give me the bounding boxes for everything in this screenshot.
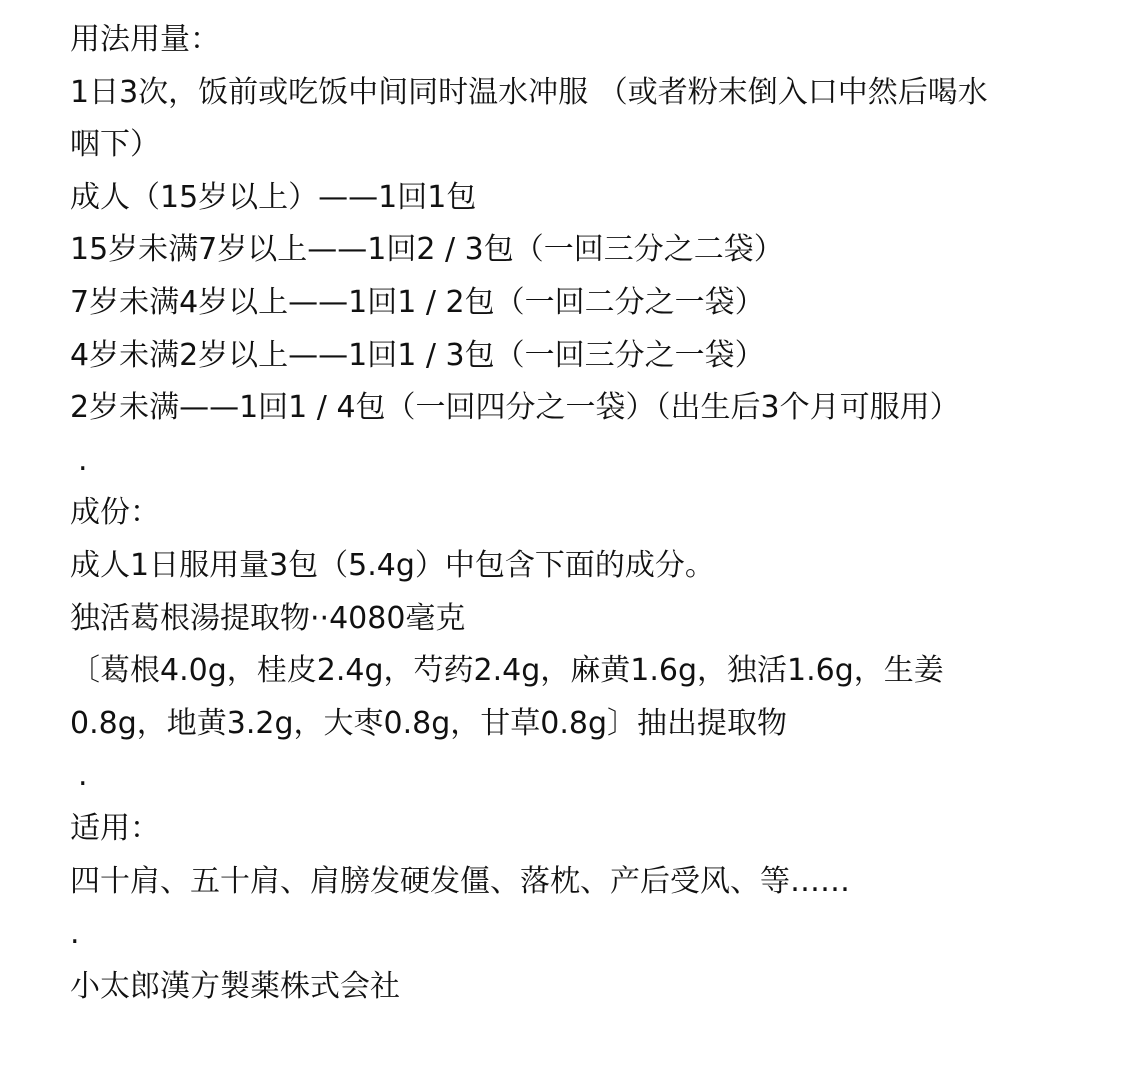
ingredients-line-3: 〔葛根4.0g，桂皮2.4g，芍药2.4g，麻黄1.6g，独活1.6g，生姜 <box>70 653 944 689</box>
usage-2-to-4: 4岁未满2岁以上——1回1 / 3包（一回三分之一袋） <box>70 337 765 373</box>
usage-4-to-7: 7岁未满4岁以上——1回1 / 2包（一回二分之一袋） <box>70 284 765 320</box>
usage-heading: 用法用量： <box>70 22 220 57</box>
manufacturer-name: 小太郎漢方製薬株式会社 <box>70 968 400 1004</box>
usage-adult: 成人（15岁以上）——1回1包 <box>70 179 477 215</box>
document-body <box>70 14 1070 1013</box>
usage-separator: . <box>78 442 88 478</box>
indications-heading: 适用： <box>70 810 160 846</box>
indications-line-1: 四十肩、五十肩、肩膀发硬发僵、落枕、产后受风、等…… <box>70 863 850 899</box>
ingredients-line-1: 成人1日服用量3包（5.4g）中包含下面的成分。 <box>70 547 715 583</box>
indications-separator: . <box>70 916 80 952</box>
ingredients-heading: 成份： <box>70 495 160 531</box>
usage-under-2: 2岁未满——1回1 / 4包（一回四分之一袋）（出生后3个月可服用） <box>70 390 960 426</box>
usage-line-2: 咽下） <box>70 127 160 163</box>
ingredients-separator: . <box>78 758 88 794</box>
ingredients-line-2: 独活葛根湯提取物··4080毫克 <box>70 600 466 636</box>
ingredients-line-4: 0.8g，地黄3.2g，大枣0.8g，甘草0.8g〕抽出提取物 <box>70 705 788 741</box>
usage-7-to-15: 15岁未满7岁以上——1回2 / 3包（一回三分之二袋） <box>70 232 784 268</box>
usage-line-1: 1日3次，饭前或吃饭中间同时温水冲服 （或者粉末倒入口中然后喝水 <box>70 74 988 110</box>
